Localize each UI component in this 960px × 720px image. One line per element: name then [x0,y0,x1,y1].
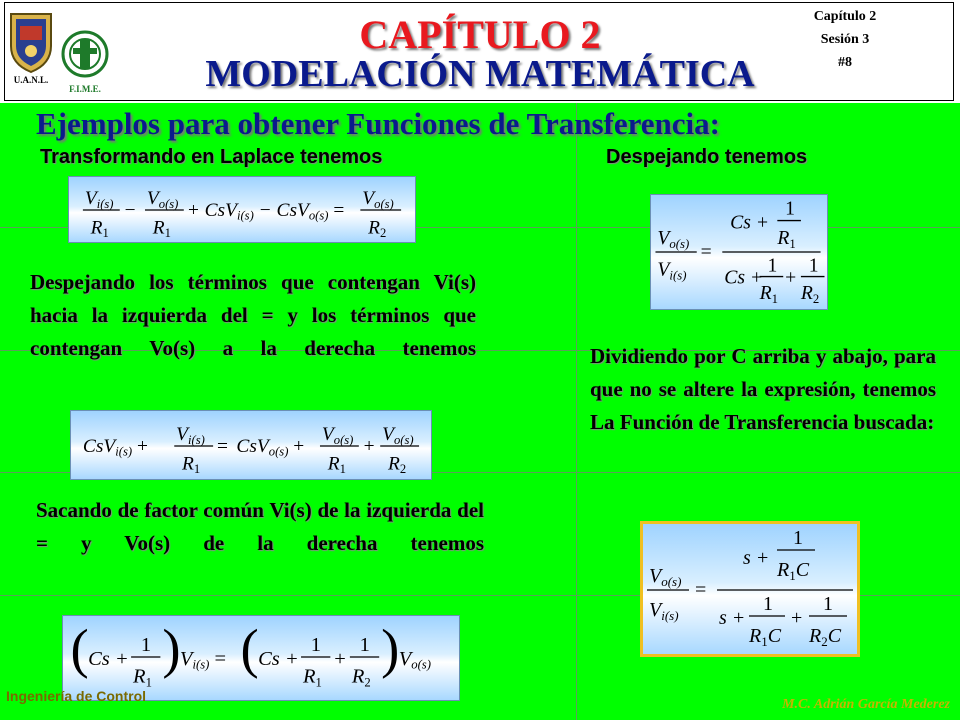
svg-text:R1C: $R_1C$ [777,559,810,583]
svg-text:=: = [695,579,707,601]
svg-text:1: 1 [359,634,370,657]
svg-text:1: 1 [310,634,322,657]
svg-text:R1C: $R_1C$ [749,625,782,649]
svg-text:R1: R1 [303,665,322,690]
author-name: M.C. Adrián García Mederez [782,697,950,712]
svg-text:R2: $R_2$ [800,282,820,307]
svg-text:Vo(s): $V_{o(s)}$ [382,424,414,448]
equation-ratio [650,194,828,310]
svg-text:CsVi(s) +: CsV$_{i(s)}$ + [82,435,148,459]
left-column-label: Transformando en Laplace tenemos [40,146,383,168]
svg-text:R1: R1 [133,665,152,690]
svg-text:s +: s + [743,547,770,569]
svg-text:): ) [381,617,400,679]
svg-text:1: 1 [763,593,773,615]
svg-text:R1: $R_1$ [759,282,779,307]
svg-text:Vo(s): $V_{o(s)}$ [649,565,682,589]
svg-text:Vi(s): $V_{i(s)}$ [176,424,205,448]
svg-text:+: + [785,266,797,289]
chapter-subtitle: MODELACIÓN MATEMÁTICA [205,53,755,95]
svg-text:+: + [363,435,375,457]
svg-text:R2: $R_2$ [368,217,387,241]
svg-text:Vo(s): Vo(s) [398,647,431,672]
svg-text:Cs +: Cs + [258,647,299,670]
svg-text:(: ( [70,617,89,679]
svg-text:R1: $R_1$ [182,453,201,477]
svg-text:R1: $R_1$ [327,453,346,477]
svg-text:+ CsVi(s) − CsVo(s) =: + CsV$_{i(s)}$ − CsV$_{o(s)}$ = [186,199,345,223]
svg-text:Vi(s) =: Vi(s) = [179,647,227,672]
svg-text:CsVo(s) +: CsV$_{o(s)}$ + [236,435,305,459]
svg-text:−: − [124,199,136,221]
svg-text:Vo(s): $V_{o(s)}$ [146,188,179,212]
course-name: Ingeniería de Control [6,688,147,704]
svg-text:+: + [791,607,803,629]
svg-text:R1: $R_1$ [90,217,109,241]
svg-text:Vi(s): $V_{i(s)}$ [649,599,679,623]
svg-text:Vi(s): $V_{i(s)}$ [84,188,114,212]
svg-text:=: = [700,240,712,263]
chapter-label: Capítulo 2 [813,9,877,24]
svg-text:R1: $R_1$ [777,227,796,252]
svg-text:1: 1 [785,197,796,220]
explanation-common-factor: Sacando de factor común Vi(s) de la izquierda del = y Vo(s) de la derecha tenemos [36,498,484,555]
right-column-label: Despejando tenemos [606,146,808,168]
svg-text:Vi(s): $V_{i(s)}$ [657,258,687,283]
svg-text:Cs +: Cs + [88,647,129,670]
explanation-divide-by-c: Dividiendo por C arriba y abajo, para que no se altere la expresión, tenemos La Función de Transferencia buscada: [590,344,936,434]
svg-text:U.A.N.L.: U.A.N.L. [13,75,49,85]
svg-text:R2C: $R_2C$ [809,625,842,649]
svg-text:): ) [162,617,181,679]
svg-text:Vo(s): $V_{o(s)}$ [657,227,690,252]
svg-text:1: 1 [793,527,803,549]
equation-laplace [68,176,416,243]
svg-text:R1: $R_1$ [152,217,171,241]
svg-text:s +: s + [719,607,746,629]
svg-text:1: 1 [808,254,819,277]
equation-grouped-terms [70,410,432,480]
svg-text:(: ( [240,617,259,679]
svg-text:=: = [217,435,228,457]
svg-text:Vo(s): $V_{o(s)}$ [362,188,394,212]
svg-text:1: 1 [767,254,778,277]
svg-text:R2: $R_2$ [387,453,407,477]
session-label: Sesión 3 [820,32,870,47]
svg-text:R2: R2 [351,665,371,690]
chapter-title: CAPÍTULO 2 [359,12,601,57]
svg-text:Cs +: Cs + [724,266,764,289]
svg-text:Vo(s): $V_{o(s)}$ [321,424,354,448]
grid-line [576,103,577,720]
transfer-function-result [640,521,860,657]
explanation-isolate-terms: Despejando los términos que contengan Vi(s) hacia la izquierda del = y los términos que contengan Vo(s) a la derecha tenemos [30,270,476,360]
svg-text:1: 1 [823,593,833,615]
slide-number: #8 [838,55,852,70]
section-heading: Ejemplos para obtener Funciones de Transferencia: [36,106,720,141]
svg-text:1: 1 [140,634,152,657]
svg-text:F.I.M.E.: F.I.M.E. [69,84,101,94]
slide-header [0,0,960,103]
session-info [790,6,900,75]
svg-text:Cs +: Cs + [730,211,770,234]
svg-text:+: + [334,647,346,670]
